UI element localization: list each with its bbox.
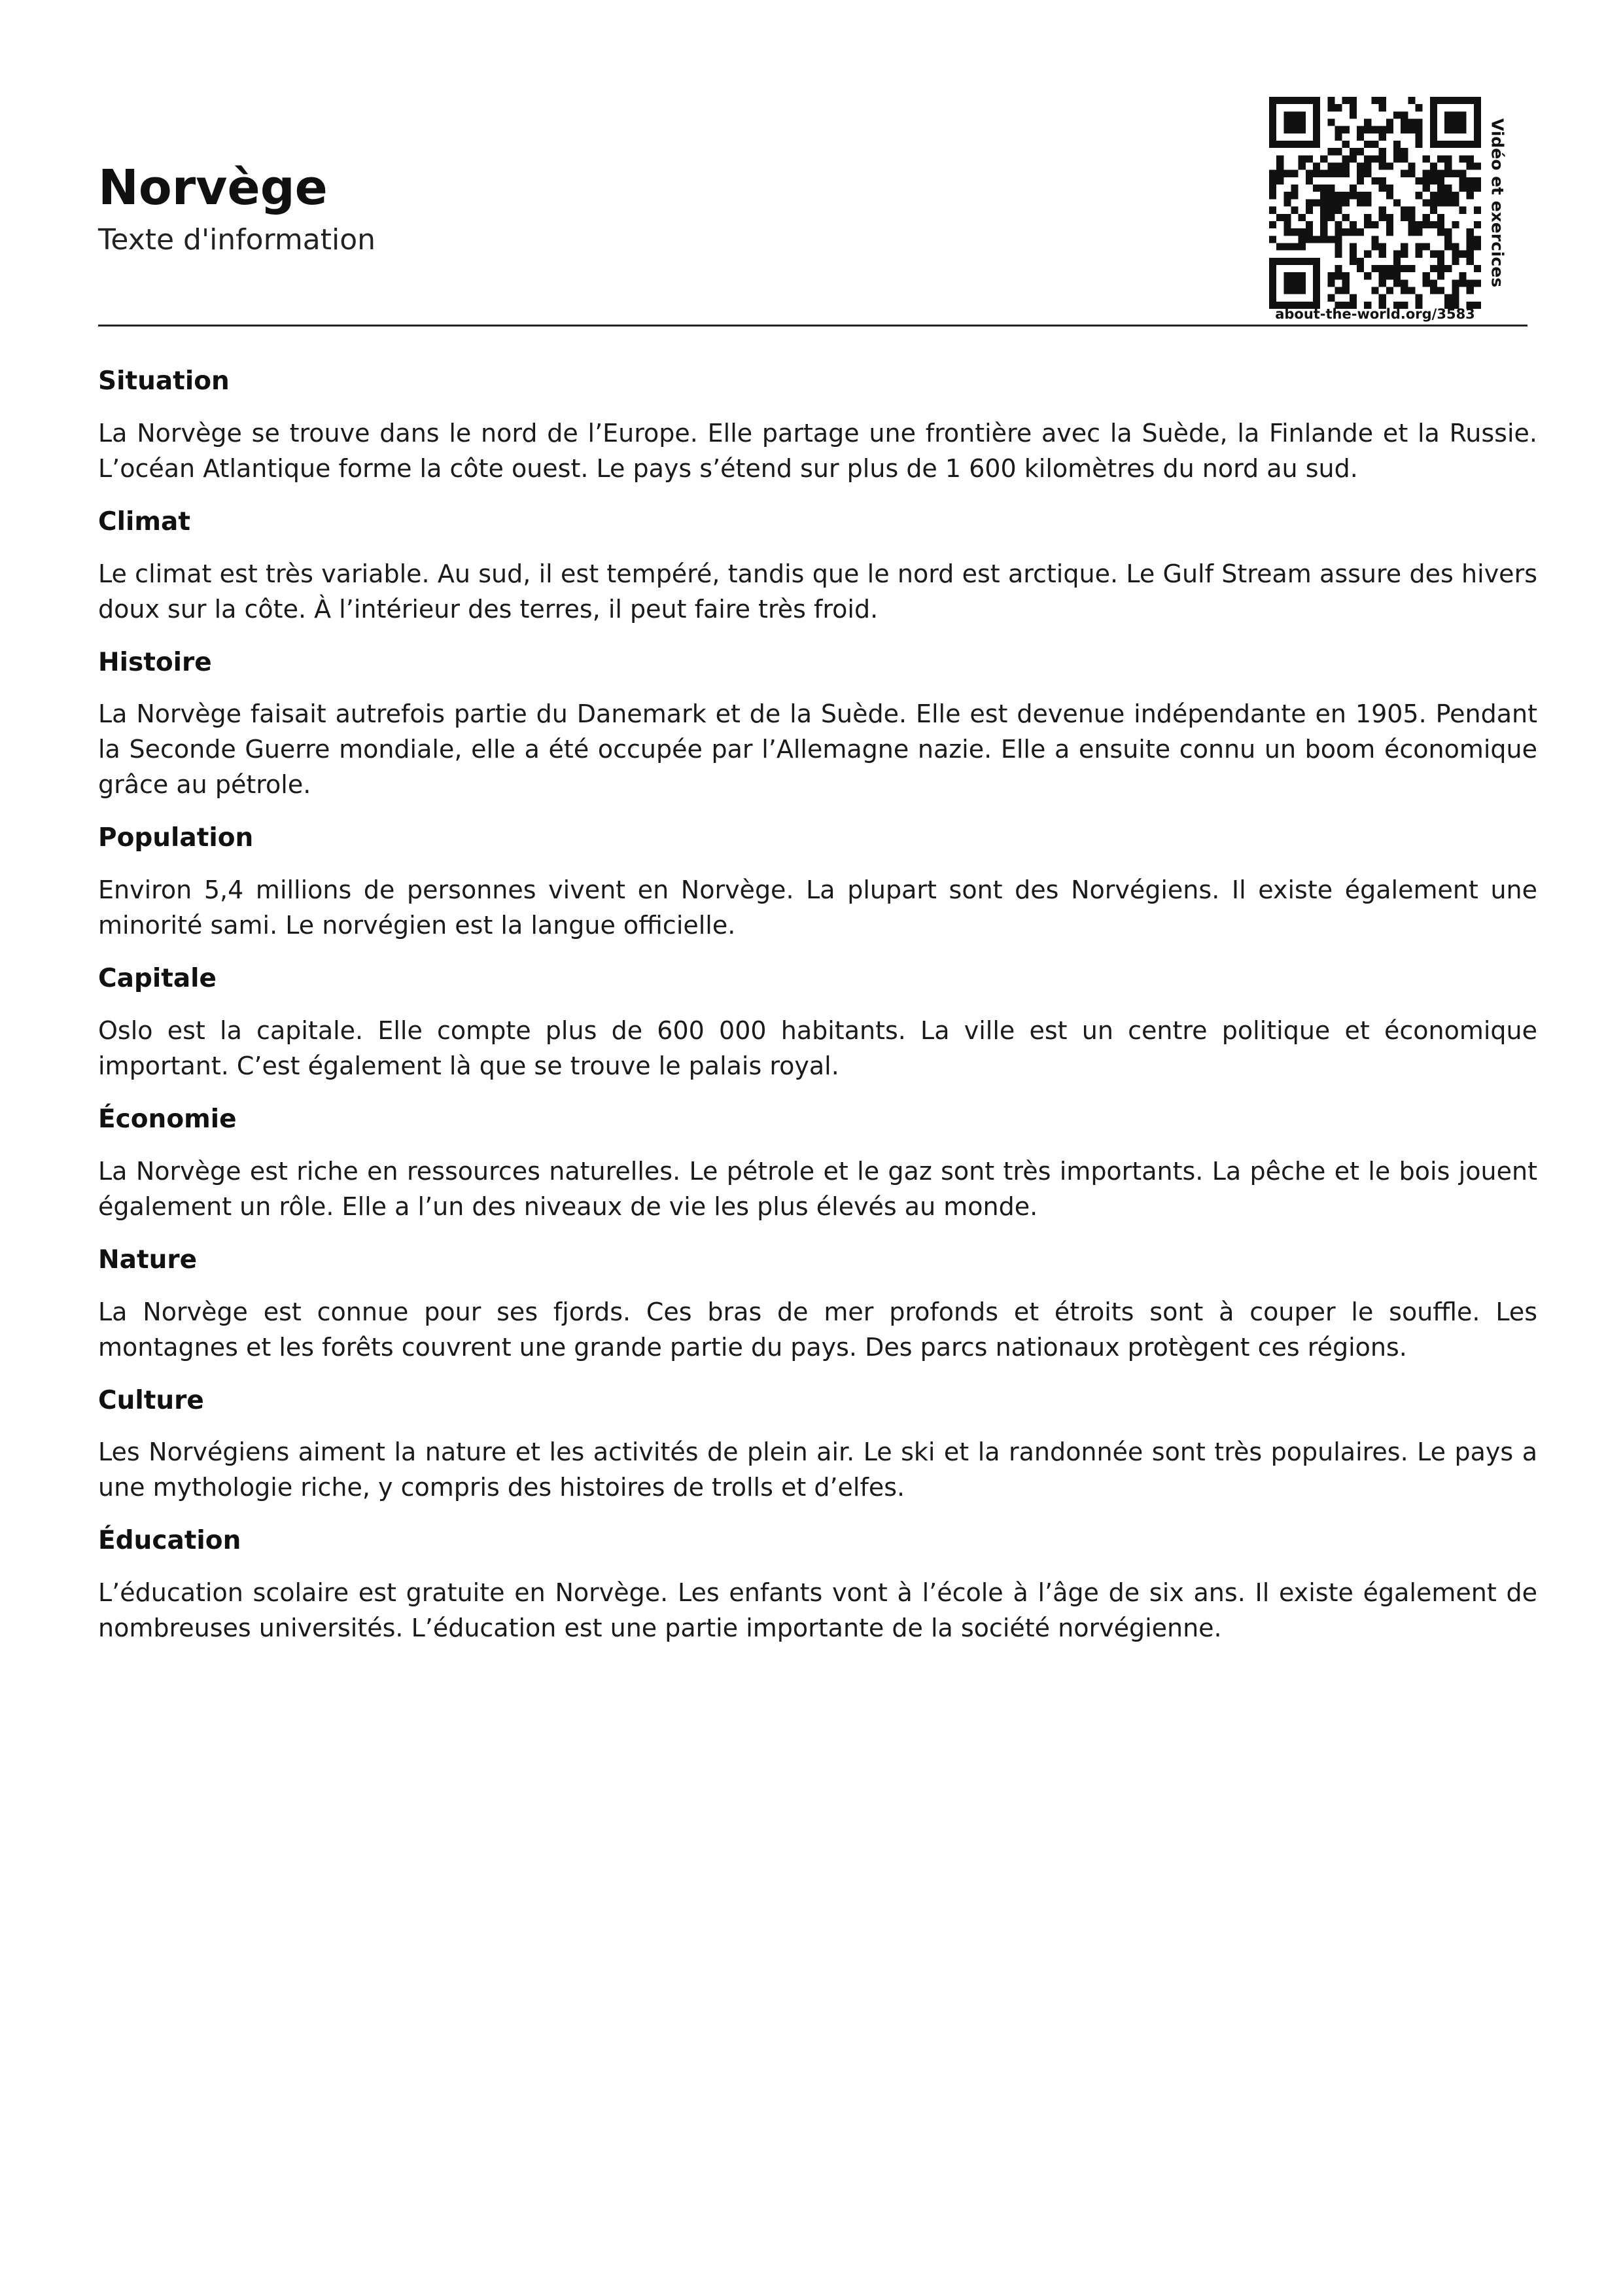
section-nature — [98, 1245, 1537, 1365]
qr-side-label: Vidéo et exercices — [1488, 118, 1507, 288]
section-text: Le climat est très variable. Au sud, il est tempéré, tandis que le nord est arctique. Le Gulf Stream assure des hivers doux sur la côte. À l’intérieur des terres, il peut faire très froid. — [98, 559, 1537, 624]
section-text: La Norvège est connue pour ses fjords. Ces bras de mer profonds et étroits sont à couper le souffle. Les montagnes et les forêts couvrent une grande partie du pays. Des parcs nationaux protègent ces régions. — [98, 1297, 1537, 1362]
section-histoire — [98, 648, 1537, 803]
section-heading: Nature — [98, 1245, 198, 1275]
qr-url-label[interactable]: about-the-world.org/3583 — [1275, 306, 1475, 322]
section-text: Environ 5,4 millions de personnes vivent en Norvège. La plupart sont des Norvégiens. Il existe également une minorité sami. Le norvégien est la langue officielle. — [98, 875, 1537, 940]
header-divider — [98, 325, 1527, 327]
section-text: La Norvège se trouve dans le nord de l’Europe. Elle partage une frontière avec la Suède, la Finlande et la Russie. L’océan Atlantique forme la côte ouest. Le pays s’étend sur plus de 1 600 kilomètres du nord au sud. — [98, 418, 1537, 483]
qr-code-icon[interactable] — [1269, 97, 1481, 309]
section-heading: Économie — [98, 1104, 237, 1134]
section-education — [98, 1526, 1537, 1646]
section-culture — [98, 1386, 1537, 1506]
section-heading: Éducation — [98, 1526, 241, 1556]
section-text: La Norvège est riche en ressources naturelles. Le pétrole et le gaz sont très importants. La pêche et le bois jouent également un rôle. Elle a l’un des niveaux de vie les plus élevés au monde. — [98, 1156, 1537, 1221]
section-economie — [98, 1104, 1537, 1224]
section-capitale — [98, 964, 1537, 1084]
section-text: Les Norvégiens aiment la nature et les activités de plein air. Le ski et la randonnée sont très populaires. Le pays a une mythologie riche, y compris des histoires de trolls et d’elfes. — [98, 1438, 1537, 1502]
document-header — [98, 92, 1527, 327]
section-text: Oslo est la capitale. Elle compte plus de 600 000 habitants. La ville est un centre politique et économique important. C’est également là que se trouve le palais royal. — [98, 1016, 1537, 1080]
page-subtitle: Texte d'information — [98, 223, 376, 256]
qr-code-block[interactable] — [1269, 92, 1505, 327]
section-climat — [98, 507, 1537, 627]
document-body — [98, 366, 1537, 1667]
section-heading: Capitale — [98, 964, 217, 994]
page-title: Norvège — [98, 160, 328, 216]
section-heading: Situation — [98, 366, 230, 396]
section-heading: Climat — [98, 506, 190, 537]
section-text: La Norvège faisait autrefois partie du Danemark et de la Suède. Elle est devenue indépendante en 1905. Pendant la Seconde Guerre mondiale, elle a été occupée par l’Allemagne nazie. Elle a ensuite connu un boom économique grâce au pétrole. — [98, 699, 1537, 800]
section-situation — [98, 366, 1537, 486]
section-heading: Culture — [98, 1385, 204, 1415]
section-population — [98, 823, 1537, 943]
section-heading: Histoire — [98, 647, 212, 677]
section-heading: Population — [98, 823, 254, 853]
section-text: L’éducation scolaire est gratuite en Norvège. Les enfants vont à l’école à l’âge de six ans. Il existe également de nombreuses universités. L’éducation est une partie importante de la société norvégienne. — [98, 1578, 1537, 1643]
